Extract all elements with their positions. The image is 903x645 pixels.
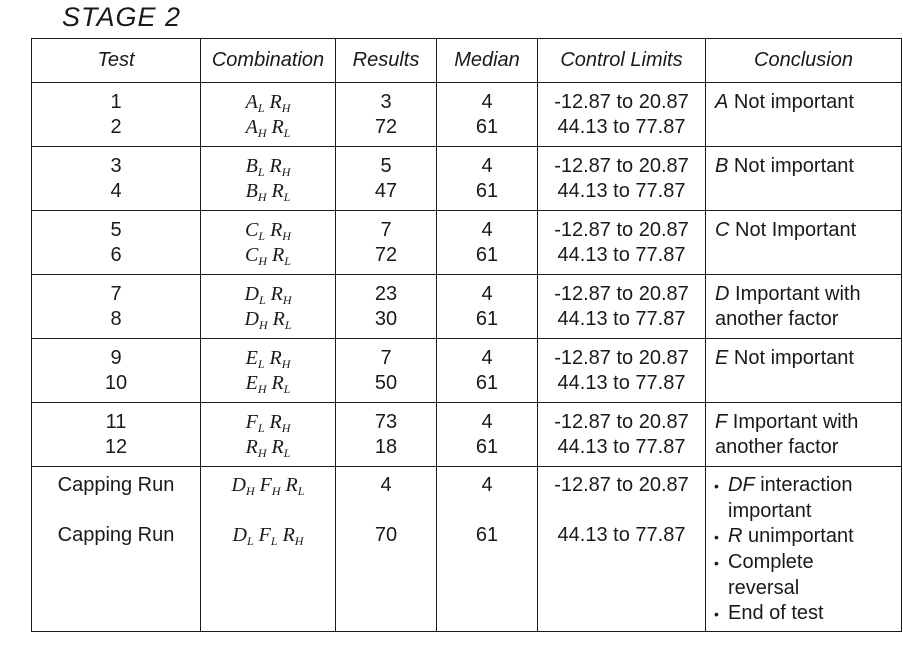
test-number: 10 xyxy=(104,372,128,394)
row-gap xyxy=(336,498,436,523)
median-value: 4 xyxy=(481,219,493,241)
test-cell xyxy=(32,467,201,632)
control-limits-value: -12.87 to 20.87 xyxy=(554,155,689,177)
header-combination: Combination xyxy=(201,39,336,83)
combination-cell xyxy=(201,339,336,403)
test-number: 2 xyxy=(110,116,122,138)
median-value: 61 xyxy=(475,180,499,202)
result-value: 23 xyxy=(374,283,398,305)
test-number: Capping Run xyxy=(57,474,175,496)
test-number: 11 xyxy=(105,411,127,433)
median-cell xyxy=(437,467,538,632)
conclusion-factor: A xyxy=(715,91,729,113)
header-conclusion: Conclusion xyxy=(706,39,902,83)
test-group-6 xyxy=(32,403,902,467)
header-results: Results xyxy=(336,39,437,83)
combination-cell xyxy=(201,83,336,147)
combination-value: $F_L$ $R_H$ xyxy=(245,411,291,435)
table-row xyxy=(32,147,902,211)
control-limits-value: -12.87 to 20.87 xyxy=(554,347,689,369)
row-gap xyxy=(538,498,705,523)
results-cell xyxy=(336,147,437,211)
bullet-dot-icon: • xyxy=(714,555,719,571)
results-cell xyxy=(336,339,437,403)
control-limits-cell xyxy=(538,211,706,275)
bullet-line: • R unimportant xyxy=(714,525,854,547)
result-value: 7 xyxy=(380,347,392,369)
result-value: 5 xyxy=(380,155,392,177)
table-row xyxy=(32,403,902,467)
header-median: Median xyxy=(437,39,538,83)
results-cell xyxy=(336,403,437,467)
conclusion-factor: C xyxy=(715,219,730,241)
result-value: 70 xyxy=(374,524,398,546)
table-row xyxy=(32,211,902,275)
median-value: 61 xyxy=(475,116,499,138)
combination-cell xyxy=(201,211,336,275)
combination-value: $B_L$ $R_H$ xyxy=(245,155,291,179)
conclusion-cell xyxy=(706,211,902,275)
bullet-line: • DF interaction xyxy=(714,474,853,496)
test-number: 9 xyxy=(110,347,122,369)
conclusion-text: A Not important xyxy=(715,91,854,113)
control-limits-cell xyxy=(538,467,706,632)
median-value: 4 xyxy=(481,155,493,177)
conclusion-cell xyxy=(706,339,902,403)
median-value: 4 xyxy=(481,91,493,113)
control-limits-value: 44.13 to 77.87 xyxy=(557,308,686,330)
median-value: 61 xyxy=(475,308,499,330)
median-value: 61 xyxy=(475,244,499,266)
combination-value: $R_H$ $R_L$ xyxy=(245,436,291,460)
test-number: 3 xyxy=(110,155,122,177)
control-limits-value: -12.87 to 20.87 xyxy=(554,219,689,241)
test-number: Capping Run xyxy=(57,524,175,546)
test-number: 8 xyxy=(110,308,122,330)
median-cell xyxy=(437,147,538,211)
median-value: 61 xyxy=(475,436,499,458)
test-group-2 xyxy=(32,147,902,211)
control-limits-cell xyxy=(538,275,706,339)
capping-run-group xyxy=(32,467,902,632)
row-gap xyxy=(437,498,537,523)
result-value: 7 xyxy=(380,219,392,241)
test-group-1 xyxy=(32,83,902,147)
median-value: 61 xyxy=(475,372,499,394)
median-cell xyxy=(437,83,538,147)
test-number: 1 xyxy=(110,91,122,113)
median-cell xyxy=(437,275,538,339)
test-cell xyxy=(32,339,201,403)
test-group-3 xyxy=(32,211,902,275)
result-value: 3 xyxy=(380,91,392,113)
combination-cell xyxy=(201,467,336,632)
bullet-dot-icon: • xyxy=(714,529,719,545)
header-row xyxy=(32,39,902,83)
combination-value: $E_L$ $R_H$ xyxy=(245,347,291,371)
bullet-dot-icon: • xyxy=(714,478,719,494)
test-cell xyxy=(32,403,201,467)
combination-value: $A_L$ $R_H$ xyxy=(245,91,291,115)
results-cell xyxy=(336,467,437,632)
combination-value: $D_L$ $F_L$ $R_H$ xyxy=(232,524,304,548)
control-limits-value: -12.87 to 20.87 xyxy=(554,283,689,305)
header-control-limits: Control Limits xyxy=(538,39,706,83)
median-value: 4 xyxy=(481,283,493,305)
row-gap xyxy=(201,498,335,523)
combination-cell xyxy=(201,147,336,211)
bullet-dot-icon: • xyxy=(714,606,719,622)
control-limits-value: 44.13 to 77.87 xyxy=(557,524,686,546)
results-cell xyxy=(336,211,437,275)
test-cell xyxy=(32,275,201,339)
result-value: 30 xyxy=(374,308,398,330)
test-cell xyxy=(32,211,201,275)
bullet-line-continued: important xyxy=(728,500,812,522)
stage-title: STAGE 2 xyxy=(62,2,182,32)
combination-value: $C_H$ $R_L$ xyxy=(245,244,291,268)
control-limits-value: -12.87 to 20.87 xyxy=(554,411,689,433)
control-limits-cell xyxy=(538,147,706,211)
test-number: 7 xyxy=(110,283,122,305)
median-value: 4 xyxy=(481,347,493,369)
results-cell xyxy=(336,83,437,147)
results-cell xyxy=(336,275,437,339)
conclusion-bullet xyxy=(714,550,901,601)
control-limits-cell xyxy=(538,403,706,467)
table-row xyxy=(32,467,902,632)
conclusion-text-continued: another factor xyxy=(715,308,839,330)
test-number: 4 xyxy=(110,180,122,202)
combination-value: $D_H$ $R_L$ xyxy=(244,308,292,332)
bullet-line-continued: reversal xyxy=(728,577,800,599)
median-cell xyxy=(437,403,538,467)
combination-value: $D_H$ $F_H$ $R_L$ xyxy=(231,474,305,498)
test-group-4 xyxy=(32,275,902,339)
control-limits-value: 44.13 to 77.87 xyxy=(557,116,686,138)
median-value: 61 xyxy=(475,524,499,546)
conclusion-bullet xyxy=(714,601,901,627)
row-gap xyxy=(32,498,200,523)
combination-value: $A_H$ $R_L$ xyxy=(245,116,291,140)
result-value: 4 xyxy=(380,474,392,496)
median-value: 4 xyxy=(481,411,493,433)
test-group-5 xyxy=(32,339,902,403)
header-test: Test xyxy=(32,39,201,83)
conclusion-factor: B xyxy=(715,155,729,177)
conclusion-cell xyxy=(706,83,902,147)
result-value: 47 xyxy=(374,180,398,202)
combination-cell xyxy=(201,275,336,339)
combination-value: $D_L$ $R_H$ xyxy=(244,283,292,307)
conclusion-factor: D xyxy=(715,283,730,305)
result-value: 18 xyxy=(374,436,398,458)
conclusion-factor: F xyxy=(715,411,728,433)
conclusion-cell xyxy=(706,275,902,339)
combination-value: $B_H$ $R_L$ xyxy=(245,180,291,204)
median-cell xyxy=(437,211,538,275)
combination-cell xyxy=(201,403,336,467)
bullet-line: • Complete xyxy=(714,551,814,573)
test-cell xyxy=(32,147,201,211)
test-cell xyxy=(32,83,201,147)
table-row xyxy=(32,83,902,147)
control-limits-cell xyxy=(538,83,706,147)
bullet-factor: R xyxy=(728,525,743,547)
control-limits-value: 44.13 to 77.87 xyxy=(557,372,686,394)
combination-value: $C_L$ $R_H$ xyxy=(245,219,291,243)
test-number: 6 xyxy=(110,244,122,266)
test-number: 12 xyxy=(104,436,128,458)
conclusion-cell xyxy=(706,467,902,632)
combination-value: $E_H$ $R_L$ xyxy=(245,372,291,396)
control-limits-cell xyxy=(538,339,706,403)
conclusion-bullet xyxy=(714,473,901,524)
conclusion-text: B Not important xyxy=(715,155,854,177)
conclusion-text-continued: another factor xyxy=(715,436,839,458)
conclusion-bullet xyxy=(714,524,901,550)
control-limits-value: -12.87 to 20.87 xyxy=(554,474,689,496)
result-value: 72 xyxy=(374,244,398,266)
conclusion-text: F Important with xyxy=(715,411,859,433)
table-row xyxy=(32,339,902,403)
conclusion-text: C Not Important xyxy=(715,219,857,241)
result-value: 73 xyxy=(374,411,398,433)
test-number: 5 xyxy=(110,219,122,241)
control-limits-value: 44.13 to 77.87 xyxy=(557,244,686,266)
result-value: 50 xyxy=(374,372,398,394)
conclusion-text: E Not important xyxy=(715,347,854,369)
conclusion-text: D Important with xyxy=(715,283,861,305)
bullet-factor: DF xyxy=(728,474,755,496)
conclusion-factor: E xyxy=(715,347,729,369)
conclusion-cell xyxy=(706,147,902,211)
table-row xyxy=(32,275,902,339)
control-limits-value: 44.13 to 77.87 xyxy=(557,180,686,202)
control-limits-value: -12.87 to 20.87 xyxy=(554,91,689,113)
results-table xyxy=(31,38,902,632)
conclusion-cell xyxy=(706,403,902,467)
result-value: 72 xyxy=(374,116,398,138)
bullet-line: • End of test xyxy=(714,602,824,624)
control-limits-value: 44.13 to 77.87 xyxy=(557,436,686,458)
median-value: 4 xyxy=(481,474,493,496)
median-cell xyxy=(437,339,538,403)
